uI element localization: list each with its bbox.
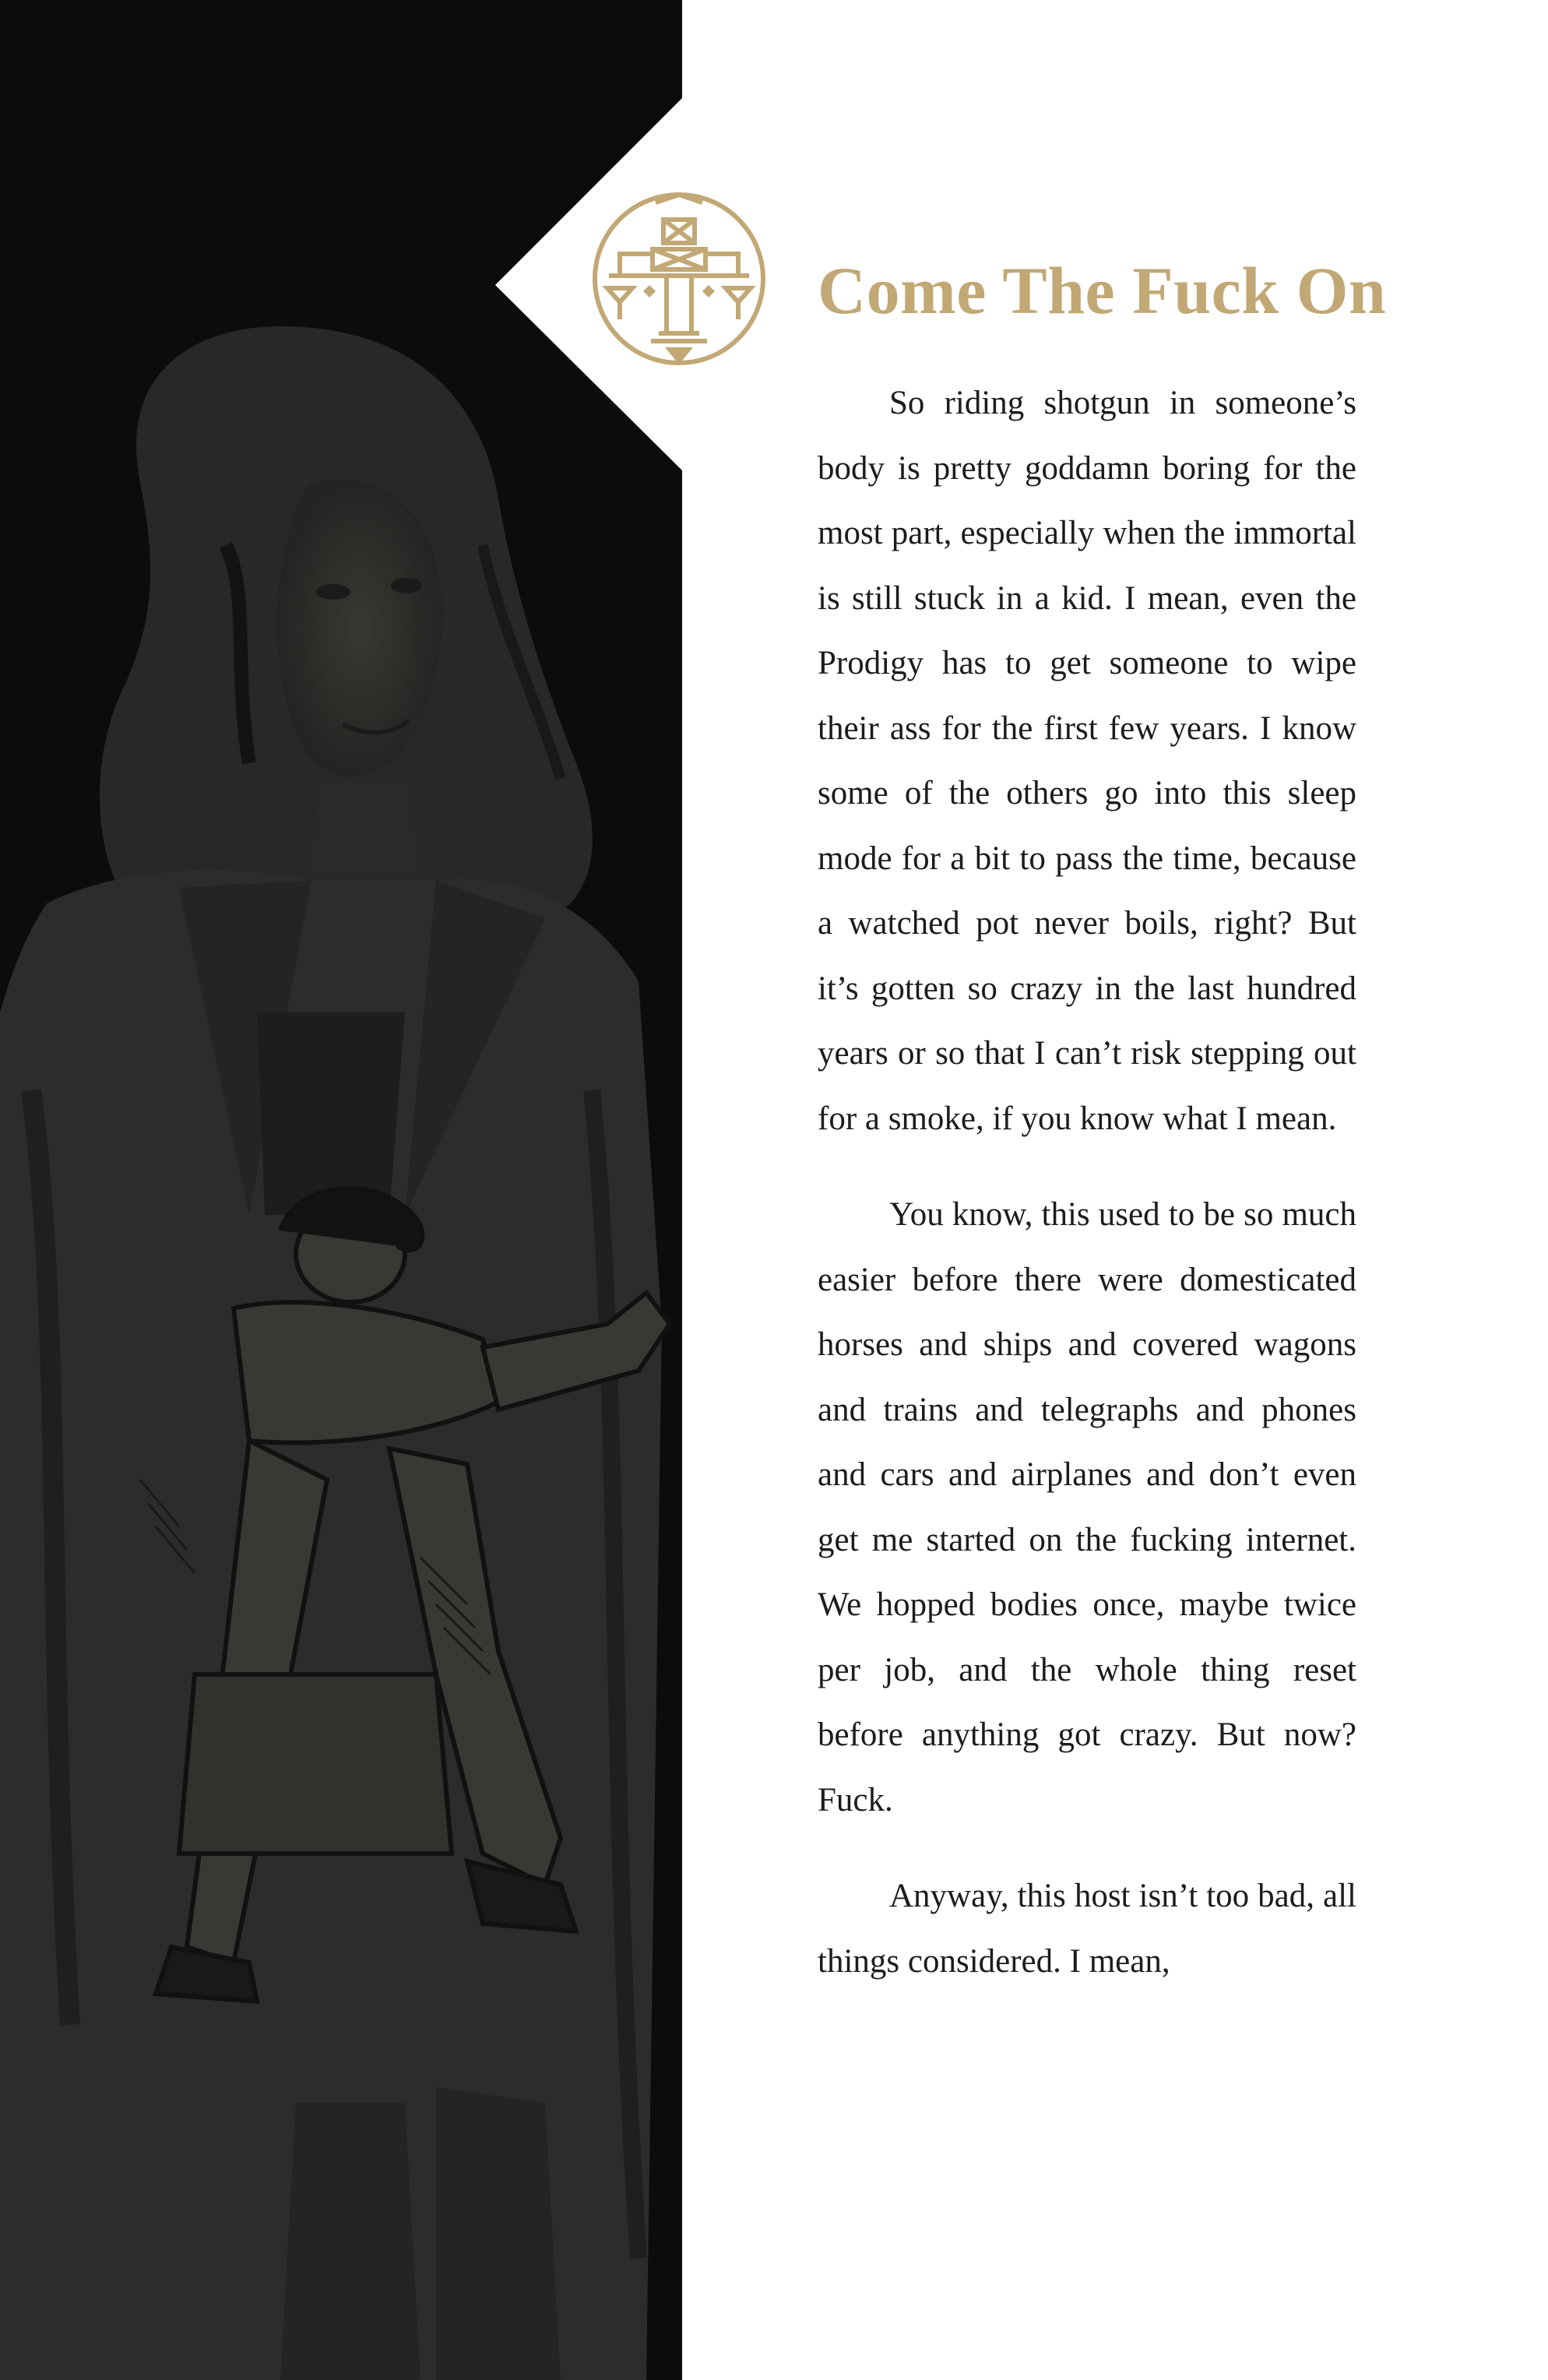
paragraph: You know, this used to be so much easier before there were domesticated horses and ships and covered wagons and trains and telegraphs and phones and cars and airplanes and don’t even get me started on the fucking internet. We hopped bodies once, maybe twice per job, and the whole thing reset before anything got crazy. But now? Fuck.	[818, 1196, 1356, 1818]
illustration-panel	[0, 0, 682, 2380]
chapter-emblem-icon	[589, 188, 769, 369]
chapter-title: Come The Fuck On	[818, 253, 1387, 328]
body-text	[818, 371, 1356, 1994]
paragraph: Anyway, this host isn’t too bad, all things considered. I mean,	[818, 1878, 1356, 1980]
paragraph: So riding shotgun in someone’s body is pretty goddamn boring for the most part, especially when the immortal is still stuck in a kid. I mean, even the Prodigy has to get someone to wipe their ass for the first few years. I know some of the others go into this sleep mode for a bit to pass the time, because a watched pot never boils, right? But it’s gotten so crazy in the last hundred years or so that I can’t risk stepping out for a smoke, if you know what I mean.	[818, 385, 1356, 1137]
illustration-woman-carrying-child	[0, 0, 682, 2380]
